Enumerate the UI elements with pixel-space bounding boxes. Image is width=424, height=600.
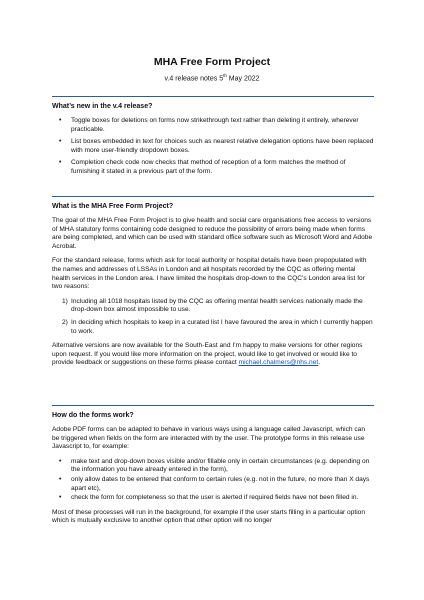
section-heading: What is the MHA Free Form Project? [52,203,174,210]
list-text: In deciding which hospitals to keep in a curated list I have favoured the area in which I currently happen to work. [71,318,373,335]
contact-text: Alternative versions are now available for the South-East and I’m happy to make versions for other regions upon request. If you would like more information on the project, would like to get involved or would like to provide feedback or suggestions on these forms please contact [52,342,363,367]
list-item: • Toggle boxes for deletions on forms now strikethrough text rather than deleting it entirely, wherever practicable. [52,117,374,134]
section-how-work [52,405,374,532]
section-rule [52,96,374,97]
reasons-list [52,298,374,336]
paragraph: For the standard release, forms which ask for local authority or hospital details have been prepopulated with the names and addresses of LSSAs in London and all hospitals recorded by the CQC as offering mental health services in the London area. I have limited the hospitals drop-down to the CQC’s London area list for two reasons: [52,257,367,291]
list-number: 2) [62,318,68,326]
list-text: Including all 1018 hospitals listed by the CQC as offering mental health services nationally made the drop-down box almost impossible to use. [71,297,363,314]
paragraph: Adobe PDF forms can be adapted to behave in various ways using a language called Javascript, which can be triggered when fields on the form are interacted with by the user. The prototype forms in this release use Javascript to, for example: [52,426,366,451]
paragraph: Most of these processes will run in the background, for example if the user starts filling in a particular option which is mutually exclusive to another option that other option will no longer [52,508,365,525]
release-sup: th [223,73,227,78]
email-link[interactable]: michael.chalmers@nhs.net [238,359,319,367]
release-date [0,73,424,82]
list-item: • make text and drop-down boxes visible and/or fillable only in certain circumstances (e.g. depending on the information you have already entered in the form), [52,458,374,475]
release-suffix: May 2022 [226,75,260,83]
paragraph [52,342,374,368]
whats-new-list [52,117,374,177]
list-item [52,298,374,315]
list-item: • List boxes embedded in text for choices such as nearest relative delegation options have been replaced with more user-friendly dropdown boxes. [52,138,374,155]
contact-end: . [318,359,321,367]
list-item [52,319,374,336]
document-title: MHA Free Form Project [153,56,271,68]
list-item: • only allow dates to be entered that conform to certain rules (e.g. not in the future, no more than X days apart etc), [52,476,374,493]
list-number: 1) [62,297,68,305]
section-heading: What’s new in the v.4 release? [52,103,153,110]
release-prefix: v.4 release notes 5 [164,75,224,83]
section-whats-new [52,96,374,183]
list-item: • Completion check code now checks that method of reception of a form matches the method of furnishing it stated in a previous part of the form. [52,159,374,176]
section-what-is [52,196,374,374]
list-item: • check the form for completeness so that the user is alerted if required fields have not been filled in. [52,494,374,503]
section-heading: How do the forms work? [52,412,134,419]
section-rule [52,405,374,406]
section-rule [52,196,374,197]
how-work-list [52,458,374,503]
paragraph: The goal of the MHA Free Form Project is to give health and social care organisations free access to versions of MHA statutory forms containing code designed to reduce the possibility of errors being made when forms are being completed, and which can be used with standard office software such as Microsoft Word and Adobe Acrobat. [52,217,373,250]
